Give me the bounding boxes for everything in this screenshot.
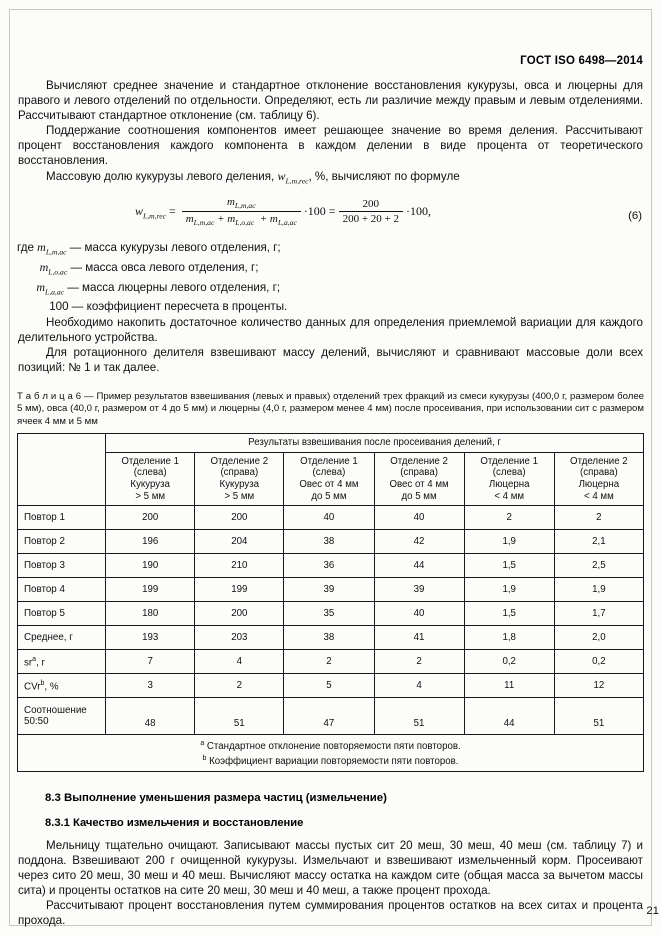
cell: 203 xyxy=(195,626,284,650)
column-header-4 xyxy=(374,452,464,505)
table-header-group-row xyxy=(18,434,644,453)
results-table xyxy=(17,433,644,772)
formula-numerator-1: $m_{L,m,ac}$ xyxy=(226,196,256,211)
cell: 1,8 xyxy=(464,626,554,650)
cell: 2 xyxy=(374,650,464,674)
column-header-6-line1: Отделение 2 xyxy=(570,455,628,467)
row-label-text: CVr xyxy=(24,681,41,693)
definition-symbol-2: $m_{L,o,ac}$ xyxy=(39,260,68,277)
cell: 2,5 xyxy=(554,554,643,578)
column-header-3-line4: до 5 мм xyxy=(311,490,347,502)
cell: 200 xyxy=(106,506,195,530)
column-header-5-line4: < 4 мм xyxy=(494,490,525,502)
table-row xyxy=(18,650,644,674)
cell: 48 xyxy=(106,698,195,735)
table-caption-text: Пример результатов взвешивания (левых и правых) отделений трех фракций из смеси кукурузы (400,0 г, размером более 5 мм), овса (40,0 г, размером от 4 до 5 мм) и люцерны (4,0 г, размером менее 4 мм) после просеивания, при использовании сит с размером ячеек 4 мм и 5 мм xyxy=(17,390,644,427)
cell: 51 xyxy=(554,698,643,735)
row-label: Повтор 3 xyxy=(18,554,106,578)
formula-fraction-2 xyxy=(339,198,403,225)
cell: 39 xyxy=(374,578,464,602)
cell: 0,2 xyxy=(464,650,554,674)
cell: 40 xyxy=(374,602,464,626)
row-label: Соотношение 50:50 xyxy=(18,698,106,735)
row-label: Повтор 2 xyxy=(18,530,106,554)
page-content xyxy=(17,17,644,928)
column-header-3-line2: (слева) xyxy=(312,467,346,479)
column-header-5-line1: Отделение 1 xyxy=(480,455,538,467)
section-heading-8-3-1: 8.3.1 Качество измельчения и восстановление xyxy=(45,816,304,829)
table-caption xyxy=(17,391,644,428)
cell: 38 xyxy=(284,530,374,554)
definition-text-3: — масса люцерны левого отделения, г; xyxy=(67,281,281,295)
column-header-1-line1: Отделение 1 xyxy=(121,455,179,467)
column-header-6-line3: Люцерна xyxy=(578,478,620,490)
paragraph-7: Рассчитывают процент восстановления путем суммирования процентов остатков на всех ситах и процента прохода. xyxy=(18,899,643,928)
cell: 40 xyxy=(374,506,464,530)
table-row xyxy=(18,578,644,602)
column-header-6 xyxy=(554,452,643,505)
cell: 38 xyxy=(284,626,374,650)
table-row xyxy=(18,530,644,554)
cell: 5 xyxy=(284,674,374,698)
paragraph-3-tail: , %, вычисляют по формуле xyxy=(308,169,460,183)
column-header-1-line2: (слева) xyxy=(133,467,167,479)
cell: 199 xyxy=(106,578,195,602)
column-header-3-line1: Отделение 1 xyxy=(300,455,358,467)
paragraph-5: Для ротационного делителя взвешивают массу делений, вычисляют и сравнивают массовые доли всех позиций: № 1 и так далее. xyxy=(18,345,643,374)
cell: 2 xyxy=(284,650,374,674)
definition-symbol-3: $m_{L,a,ac}$ xyxy=(36,280,64,297)
cell: 200 xyxy=(195,602,284,626)
cell: 36 xyxy=(284,554,374,578)
table-caption-label: Т а б л и ц а 6 — xyxy=(17,390,94,402)
definition-symbol-1: $m_{L,m,ac}$ xyxy=(37,240,67,257)
column-header-3-line3: Овес от 4 мм xyxy=(299,478,359,490)
cell: 2,1 xyxy=(554,530,643,554)
column-header-2-line2: (справа) xyxy=(220,467,259,479)
paragraph-4: Необходимо накопить достаточное количество данных для определения приемлемой вариации для каждого делительного устройства. xyxy=(18,315,643,344)
cell: 190 xyxy=(106,554,195,578)
table-footnotes xyxy=(18,735,644,772)
column-header-1-line4: > 5 мм xyxy=(135,490,166,502)
cell: 44 xyxy=(374,554,464,578)
cell: 4 xyxy=(195,650,284,674)
cell: 35 xyxy=(284,602,374,626)
formula-block xyxy=(17,194,644,238)
paragraph-6: Мельницу тщательно очищают. Записывают массы пустых сит 20 меш, 30 меш, 40 меш (см. таблицу 7) и поддона. Взвешивают 200 г очищенной кукурузы. Измельчают и взвешивают измельченный корм. Просеивают через сито 20 меш, 30 меш и 40 меш. Вычисляют массу остатка на каждом сите (общая масса за вычетом массы сита) и проценты остатков на сите 20 меш, 30 меш и 40 меш, а также процент прохода. xyxy=(18,838,643,898)
cell: 4 xyxy=(374,674,464,698)
cell: 199 xyxy=(195,578,284,602)
table-row xyxy=(18,674,644,698)
cell: 39 xyxy=(284,578,374,602)
cell: 204 xyxy=(195,530,284,554)
cell: 196 xyxy=(106,530,195,554)
column-header-2-line3: Кукуруза xyxy=(219,478,260,490)
column-header-1 xyxy=(106,452,195,505)
cell: 2 xyxy=(195,674,284,698)
cell: 1,9 xyxy=(464,530,554,554)
definition-text-2: — масса овса левого отделения, г; xyxy=(70,261,259,275)
formula-multiplier: ·100 = xyxy=(303,204,336,219)
cell: 41 xyxy=(374,626,464,650)
page-number: 21 xyxy=(646,905,659,917)
cell: 7 xyxy=(106,650,195,674)
table-column-header-row xyxy=(18,452,644,505)
cell: 1,5 xyxy=(464,554,554,578)
cell: 2,0 xyxy=(554,626,643,650)
cell: 1,9 xyxy=(464,578,554,602)
row-label-superscript: b xyxy=(40,680,45,688)
row-label: Повтор 4 xyxy=(18,578,106,602)
cell: 47 xyxy=(284,698,374,735)
formula-tail: ·100, xyxy=(406,204,431,219)
paragraph-3-lead: Массовую долю кукурузы левого деления, xyxy=(46,169,278,183)
formula-fraction-1 xyxy=(182,196,301,227)
row-label xyxy=(18,674,106,698)
column-header-1-line3: Кукуруза xyxy=(130,478,170,490)
table-footnote-row xyxy=(18,735,644,772)
row-label-text: sr xyxy=(24,657,33,669)
inline-formula-symbol: $w_{L,m,rec}$ xyxy=(277,168,309,185)
formula-numerator-2: 200 xyxy=(362,198,380,211)
cell: 0,2 xyxy=(554,650,643,674)
cell: 11 xyxy=(464,674,554,698)
row-label: Повтор 1 xyxy=(18,506,106,530)
cell: 180 xyxy=(106,602,195,626)
cell: 3 xyxy=(106,674,195,698)
table-group-header: Результаты взвешивания после просеивания делений, г xyxy=(106,434,644,453)
formula-denominator-2: 200 + 20 + 2 xyxy=(339,211,403,225)
page-header: ГОСТ ISO 6498—2014 xyxy=(520,55,643,67)
column-header-6-line4: < 4 мм xyxy=(584,490,614,502)
table-row xyxy=(18,554,644,578)
column-header-4-line3: Овес от 4 мм xyxy=(389,478,449,490)
table-row xyxy=(18,698,644,735)
definition-text-4: — коэффициент пересчета в проценты. xyxy=(71,300,288,313)
formula-definitions xyxy=(17,240,644,315)
column-header-5-line2: (слева) xyxy=(492,467,526,479)
cell: 1,9 xyxy=(554,578,643,602)
column-header-2 xyxy=(195,452,284,505)
column-header-2-line4: > 5 мм xyxy=(224,490,255,502)
cell: 2 xyxy=(554,506,643,530)
table-row xyxy=(18,506,644,530)
cell: 1,7 xyxy=(554,602,643,626)
row-label: Повтор 5 xyxy=(18,602,106,626)
cell: 44 xyxy=(464,698,554,735)
formula-lhs: $w_{L,m,rec}$ xyxy=(135,203,166,220)
column-header-4-line1: Отделение 2 xyxy=(390,455,448,467)
footnote-b-mark: b xyxy=(202,754,207,762)
column-header-2-line1: Отделение 2 xyxy=(210,455,269,467)
formula-denominator-1: $m_{L,m,ac} + m_{L,o,ac} + m_{L,a,ac}$ xyxy=(182,211,301,227)
cell: 51 xyxy=(374,698,464,735)
footnote-a xyxy=(20,738,641,753)
cell: 42 xyxy=(374,530,464,554)
row-label-superscript: a xyxy=(32,656,37,664)
footnote-b-text: Коэффициент вариации повторяемости пяти повторов. xyxy=(206,756,459,768)
definition-symbol-4: 100 xyxy=(49,300,69,313)
cell: 193 xyxy=(106,626,195,650)
paragraph-2: Поддержание соотношения компонентов имеет решающее значение во время деления. Рассчитывают процент восстановления каждого компонента в каждом делении в виде процента от теоретического восстановления. xyxy=(18,124,643,168)
definition-row-2 xyxy=(17,260,644,280)
column-header-6-line2: (справа) xyxy=(580,467,618,479)
table-row xyxy=(18,626,644,650)
row-label-tail: , % xyxy=(44,681,59,693)
footnote-a-text: Стандартное отклонение повторяемости пяти повторов. xyxy=(204,741,461,753)
column-header-5 xyxy=(464,452,554,505)
definition-text-1: — масса кукурузы левого отделения, г; xyxy=(69,241,281,255)
paragraph-3 xyxy=(17,169,644,188)
footnote-a-mark: a xyxy=(200,740,205,748)
definition-row-1: где $m_{L,m,ac}$ — масса кукурузы левого отделения, г; xyxy=(17,240,281,257)
footnote-b xyxy=(20,753,641,768)
cell: 1,5 xyxy=(464,602,554,626)
column-header-5-line3: Люцерна xyxy=(488,478,530,490)
section-heading-8-3: 8.3 Выполнение уменьшения размера частиц (измельчение) xyxy=(45,791,387,804)
cell: 210 xyxy=(195,554,284,578)
cell: 2 xyxy=(464,506,554,530)
cell: 200 xyxy=(195,506,284,530)
column-header-4-line4: до 5 мм xyxy=(401,490,437,502)
definition-row-3 xyxy=(17,280,644,300)
formula-equals: = xyxy=(165,204,179,219)
cell: 40 xyxy=(284,506,374,530)
row-label: Среднее, г xyxy=(18,626,106,650)
formula-number: (6) xyxy=(628,210,642,223)
formula-6 xyxy=(135,196,431,227)
paragraph-1: Вычисляют среднее значение и стандартное отклонение восстановления кукурузы, овса и люцерны для правого и левого отделений по отдельности. Определяют, есть ли различие между правым и левым отделениями. Рассчитывают стандартное отклонение (см. таблицу 6). xyxy=(18,79,643,123)
table-row xyxy=(18,602,644,626)
column-header-4-line2: (справа) xyxy=(400,467,438,479)
cell: 12 xyxy=(554,674,643,698)
table-corner-cell xyxy=(18,434,106,506)
definition-row-4 xyxy=(17,300,644,315)
row-label-tail: , г xyxy=(36,657,46,669)
cell: 51 xyxy=(195,698,284,735)
column-header-3 xyxy=(284,452,374,505)
row-label xyxy=(18,650,106,674)
